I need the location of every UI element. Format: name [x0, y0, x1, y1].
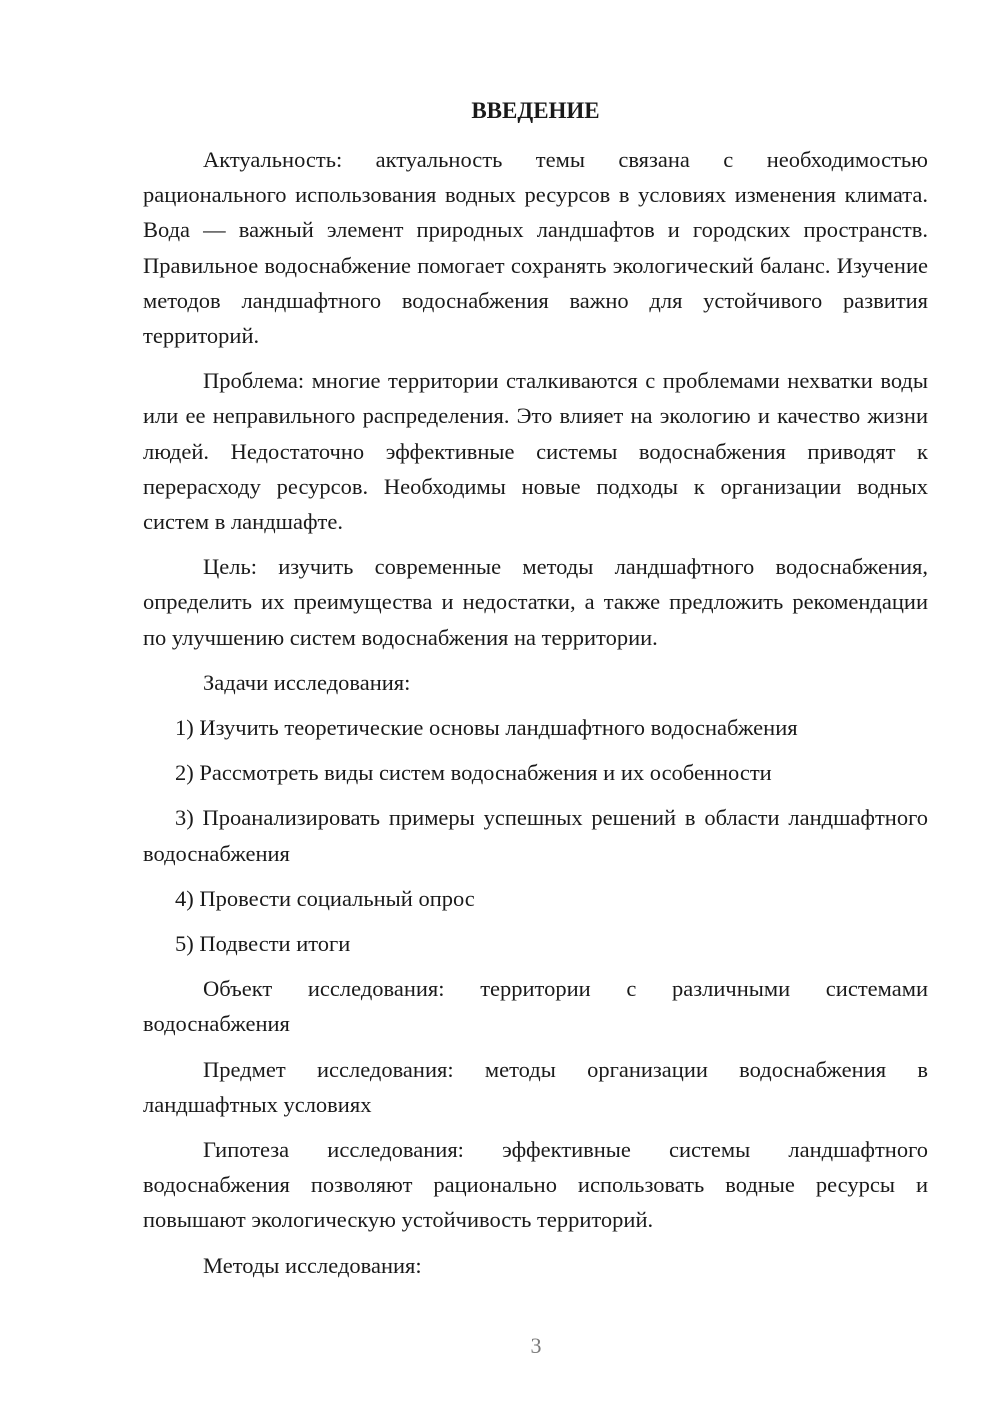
- list-item: 3) Проанализировать примеры успешных решений в области ландшафтного водоснабжения: [143, 805, 928, 866]
- page-number: [0, 1333, 1000, 1359]
- paragraph-subject: Предмет исследования: методы организации водоснабжения в ландшафтных условиях: [143, 1056, 928, 1117]
- paragraph-tasks-heading: Задачи исследования:: [203, 669, 411, 695]
- section-title: ВВЕДЕНИЕ: [471, 98, 600, 123]
- list-item: 1) Изучить теоретические основы ландшафтного водоснабжения: [175, 715, 798, 741]
- paragraph-problem: Проблема: многие территории сталкиваются с проблемами нехватки воды или ее неправильного распределения. Это влияет на экологию и качество жизни людей. Недостаточно эффективные системы водоснабжения приводят к перерасходу ресурсов. Необходимы новые подходы к организации водных систем в ландшафте.: [143, 368, 928, 535]
- paragraph-hypothesis: Гипотеза исследования: эффективные системы ландшафтного водоснабжения позволяют рационально использовать водные ресурсы и повышают экологическую устойчивость территорий.: [143, 1137, 928, 1233]
- page-number-label: 3: [530, 1333, 542, 1358]
- paragraph-object: Объект исследования: территории с различными системами водоснабжения: [143, 976, 928, 1037]
- paragraph-goal: Цель: изучить современные методы ландшафтного водоснабжения, определить их преимущества и недостатки, а также предложить рекомендации по улучшению систем водоснабжения на территории.: [143, 554, 928, 650]
- paragraph-relevance: Актуальность: актуальность темы связана с необходимостью рационального использования водных ресурсов в условиях изменения климата. Вода — важный элемент природных ландшафтов и городских пространств. Правильное водоснабжение помогает сохранять экологический баланс. Изучение методов ландшафтного водоснабжения важно для устойчивого развития территорий.: [143, 147, 928, 349]
- paragraph-methods-heading: Методы исследования:: [203, 1252, 422, 1278]
- list-item: 4) Провести социальный опрос: [175, 885, 475, 911]
- list-item: 2) Рассмотреть виды систем водоснабжения и их особенности: [175, 760, 772, 786]
- list-item: 5) Подвести итоги: [175, 931, 351, 957]
- page-content: [143, 94, 928, 1283]
